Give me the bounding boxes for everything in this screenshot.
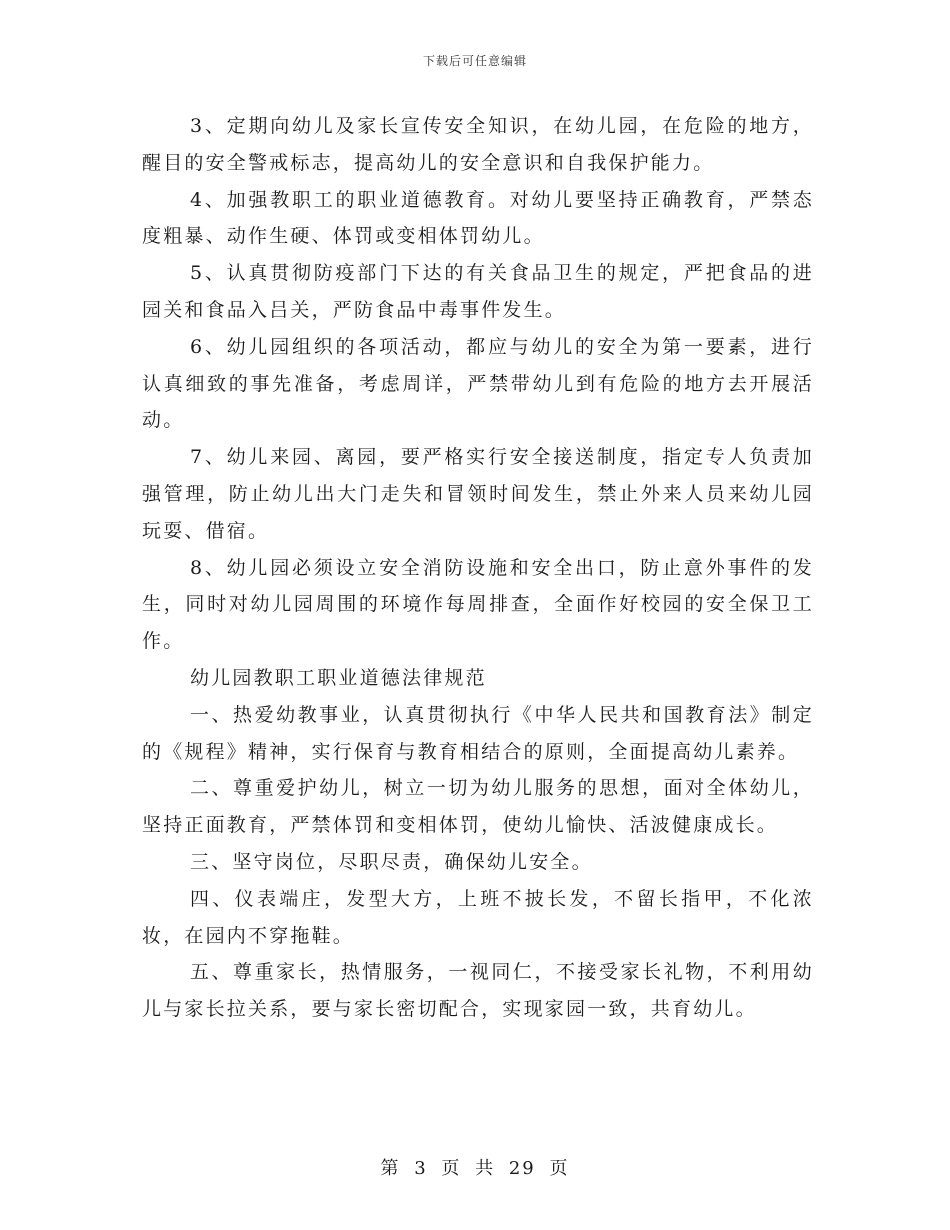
section-heading: 幼儿园教职工职业道德法律规范 bbox=[190, 666, 487, 689]
norm-item-4: 四、仪表端庄，发型大方，上班不披长发，不留长指甲，不化浓妆，在园内不穿拖鞋。 bbox=[142, 887, 814, 947]
page-header-note: 下载后可任意编辑 bbox=[422, 54, 527, 68]
norm-item-3: 三、坚守岗位，尽职尽责，确保幼儿安全。 bbox=[190, 850, 593, 873]
page-number: 第 3 页 共 29 页 bbox=[380, 1158, 570, 1179]
paragraph-item-6: 6、幼儿园组织的各项活动，都应与幼儿的安全为第一要素，进行认真细致的事先准备，考虑周详，严禁带幼儿到有危险的地方去开展活动。 bbox=[142, 335, 814, 432]
norm-item-1: 一、热爱幼教事业，认真贯彻执行《中华人民共和国教育法》制定的《规程》精神，实行保育与教育相结合的原则，全面提高幼儿素养。 bbox=[142, 703, 814, 763]
paragraph-item-8: 8、幼儿园必须设立安全消防设施和安全出口，防止意外事件的发生，同时对幼儿园周围的环境作每周排查，全面作好校园的安全保卫工作。 bbox=[142, 556, 814, 653]
document-body bbox=[142, 108, 814, 1028]
paragraph-item-3: 3、定期向幼儿及家长宣传安全知识，在幼儿园，在危险的地方，醒目的安全警戒标志，提高幼儿的安全意识和自我保护能力。 bbox=[142, 115, 814, 174]
norm-item-5: 五、尊重家长，热情服务，一视同仁，不接受家长礼物，不利用幼儿与家长拉关系，要与家长密切配合，实现家园一致，共育幼儿。 bbox=[142, 961, 814, 1021]
paragraph-item-7: 7、幼儿来园、离园，要严格实行安全接送制度，指定专人负责加强管理，防止幼儿出大门走失和冒领时间发生，禁止外来人员来幼儿园玩耍、借宿。 bbox=[142, 446, 814, 542]
norm-item-2: 二、尊重爱护幼儿，树立一切为幼儿服务的思想，面对全体幼儿，坚持正面教育，严禁体罚和变相体罚，使幼儿愉快、活波健康成长。 bbox=[142, 777, 814, 837]
paragraph-item-4: 4、加强教职工的职业道德教育。对幼儿要坚持正确教育，严禁态度粗暴、动作生硬、体罚或变相体罚幼儿。 bbox=[142, 188, 814, 248]
paragraph-item-5: 5、认真贯彻防疫部门下达的有关食品卫生的规定，严把食品的进园关和食品入吕关，严防食品中毒事件发生。 bbox=[142, 262, 814, 321]
